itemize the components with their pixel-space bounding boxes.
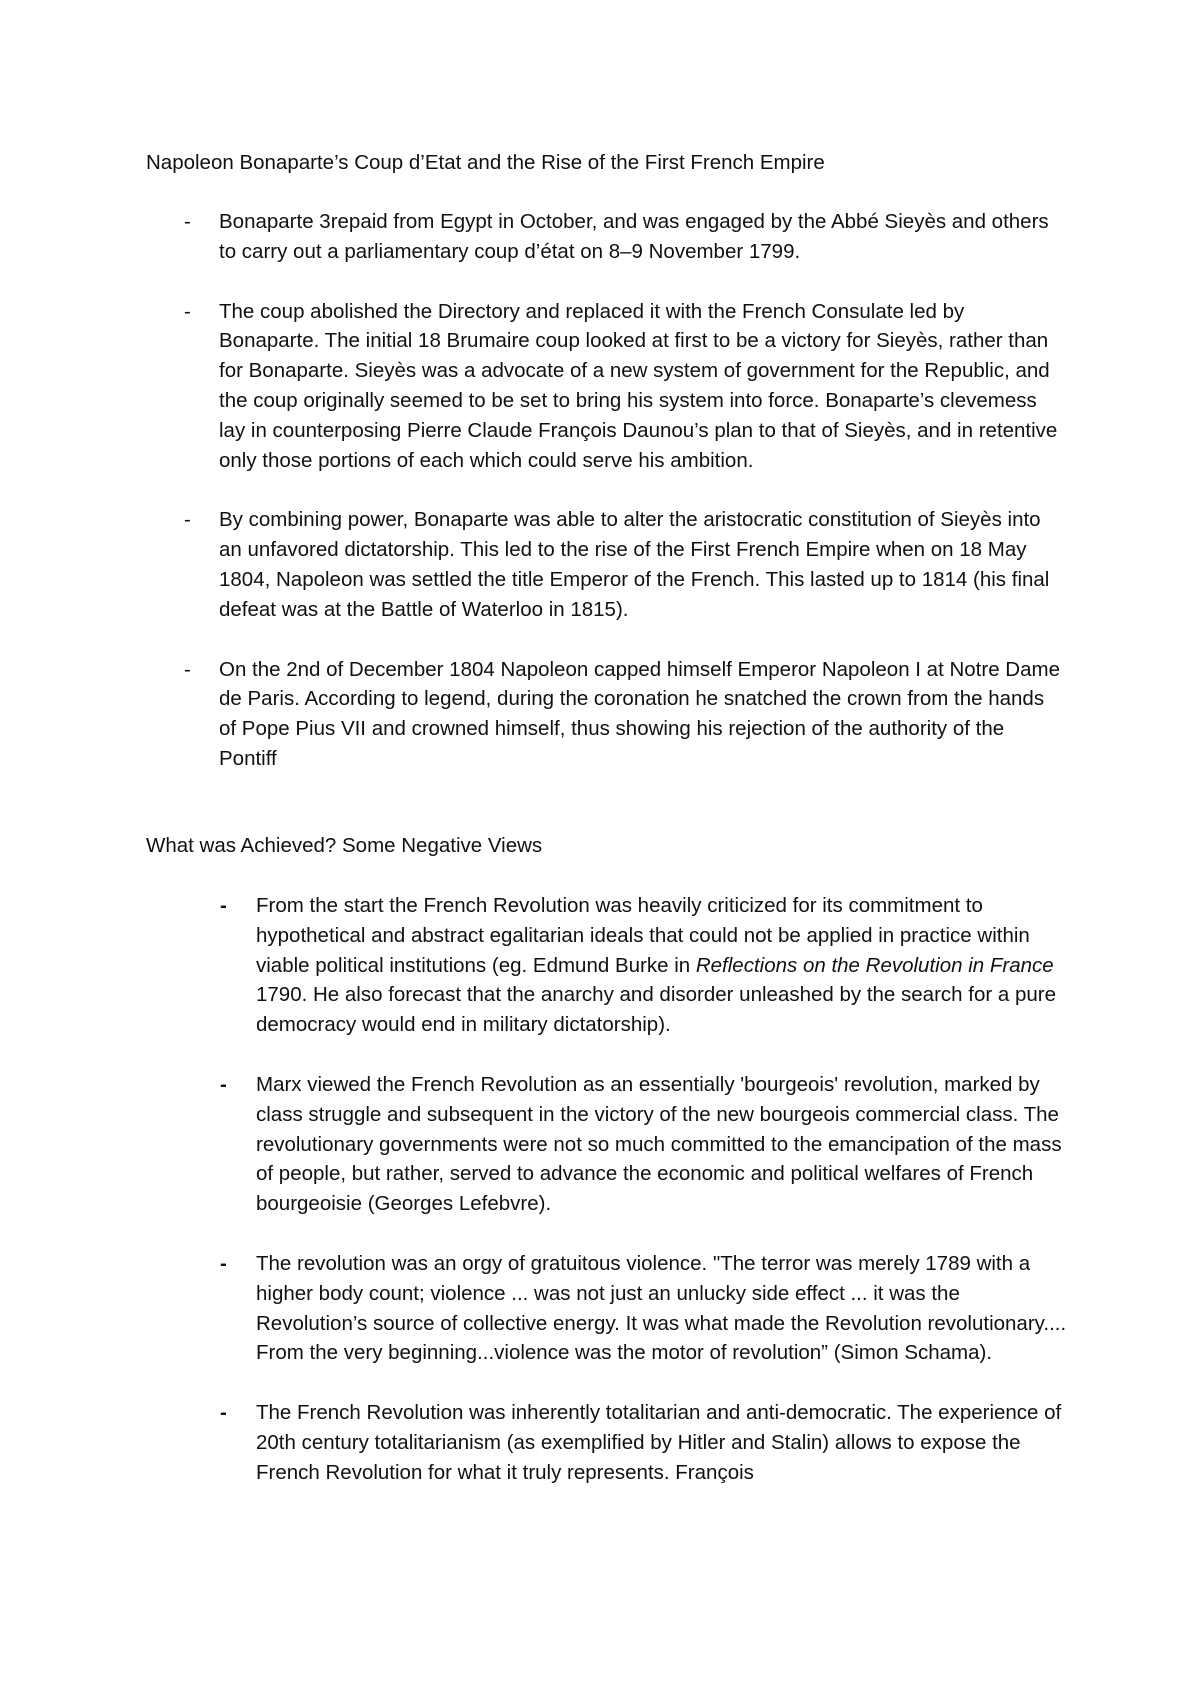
bullet-dash: -	[184, 657, 191, 681]
bullet-dash: -	[220, 1072, 227, 1096]
list-item-text: The coup abolished the Directory and replaced it with the French Consulate led by Bonaparte. The initial 18 Brumaire coup looked at first to be a victory for Sieyès, rather than for Bonaparte. Sieyès was a advocate of a new system of government for the Republic, and the coup originally seemed to be set to bring his system into force. Bonaparte’s clevemess lay in counterposing Pierre Claude François Daunou’s plan to that of Sieyès, and in retentive only those portions of each which could serve his ambition.	[219, 299, 1058, 472]
list-item	[220, 1070, 1070, 1219]
bullet-dash: -	[220, 894, 227, 917]
list-item	[220, 891, 1070, 1040]
section-title-coup: Napoleon Bonaparte’s Coup d’Etat and the Rise of the First French Empire	[146, 151, 825, 174]
list-item	[184, 655, 1064, 774]
list-item	[220, 1398, 1070, 1487]
list-item	[220, 1249, 1070, 1368]
bullet-dash: -	[184, 299, 191, 323]
list-item-text: On the 2nd of December 1804 Napoleon capped himself Emperor Napoleon I at Notre Dame de Paris. According to legend, during the coronation he snatched the crown from the hands of Pope Pius VII and crowned himself, thus showing his rejection of the authority of the Pontiff	[219, 657, 1060, 770]
list-item	[184, 297, 1064, 476]
bullet-list-negative-views	[220, 891, 1070, 1518]
list-item-text: By combining power, Bonaparte was able to alter the aristocratic constitution of Sieyès into an unfavored dictatorship. This led to the rise of the First French Empire when on 18 May 1804, Napoleon was settled the title Emperor of the French. This lasted up to 1814 (his final defeat was at the Battle of Waterloo in 1815).	[219, 508, 1050, 621]
bullet-dash: -	[220, 1251, 227, 1275]
section-title-negative-views: What was Achieved? Some Negative Views	[146, 834, 543, 857]
bullet-dash: -	[220, 1401, 227, 1425]
list-item	[184, 207, 1064, 267]
text-segment: 1790. He also forecast that the anarchy and disorder unleashed by the search for a pure democracy would end in military dictatorship).	[256, 953, 1062, 1037]
text-segment: From the start the French Revolution was heavily criticized for its commitment to hypothetical and abstract egalitarian ideals that could not be applied in practice within viable political institutions (eg. Edmund Burke in	[256, 894, 1036, 977]
list-item-text: The French Revolution was inherently totalitarian and anti-democratic. The experience of 20th century totalitarianism (as exemplified by Hitler and Stalin) allows to expose the French Revolution for what it truly represents. François	[256, 1401, 1062, 1484]
bullet-dash: -	[184, 210, 191, 233]
list-item-text	[256, 891, 1070, 1040]
bullet-list-coup	[184, 207, 1064, 804]
list-item-text: Marx viewed the French Revolution as an essentially 'bourgeois' revolution, marked by class struggle and subsequent in the victory of the new bourgeois commercial class. The revolutionary governments were not so much committed to the emancipation of the mass of people, but rather, served to advance the economic and political welfares of French bourgeoisie (Georges Lefebvre).	[256, 1072, 1062, 1216]
list-item-text: Bonaparte 3repaid from Egypt in October, and was engaged by the Abbé Sieyès and others to carry out a parliamentary coup d’état on 8–9 November 1799.	[219, 210, 1049, 263]
bullet-dash: -	[184, 508, 191, 532]
list-item-text: The revolution was an orgy of gratuitous violence. "The terror was merely 1789 with a higher body count; violence ... was not just an unlucky side effect ... it was the Revolution’s source of collective energy. It was what made the Revolution revolutionary.... From the very beginning...violence was the motor of revolution” (Simon Schama).	[256, 1251, 1067, 1365]
list-item	[184, 505, 1064, 624]
book-title: Reflections on the Revolution in France	[695, 953, 1054, 977]
